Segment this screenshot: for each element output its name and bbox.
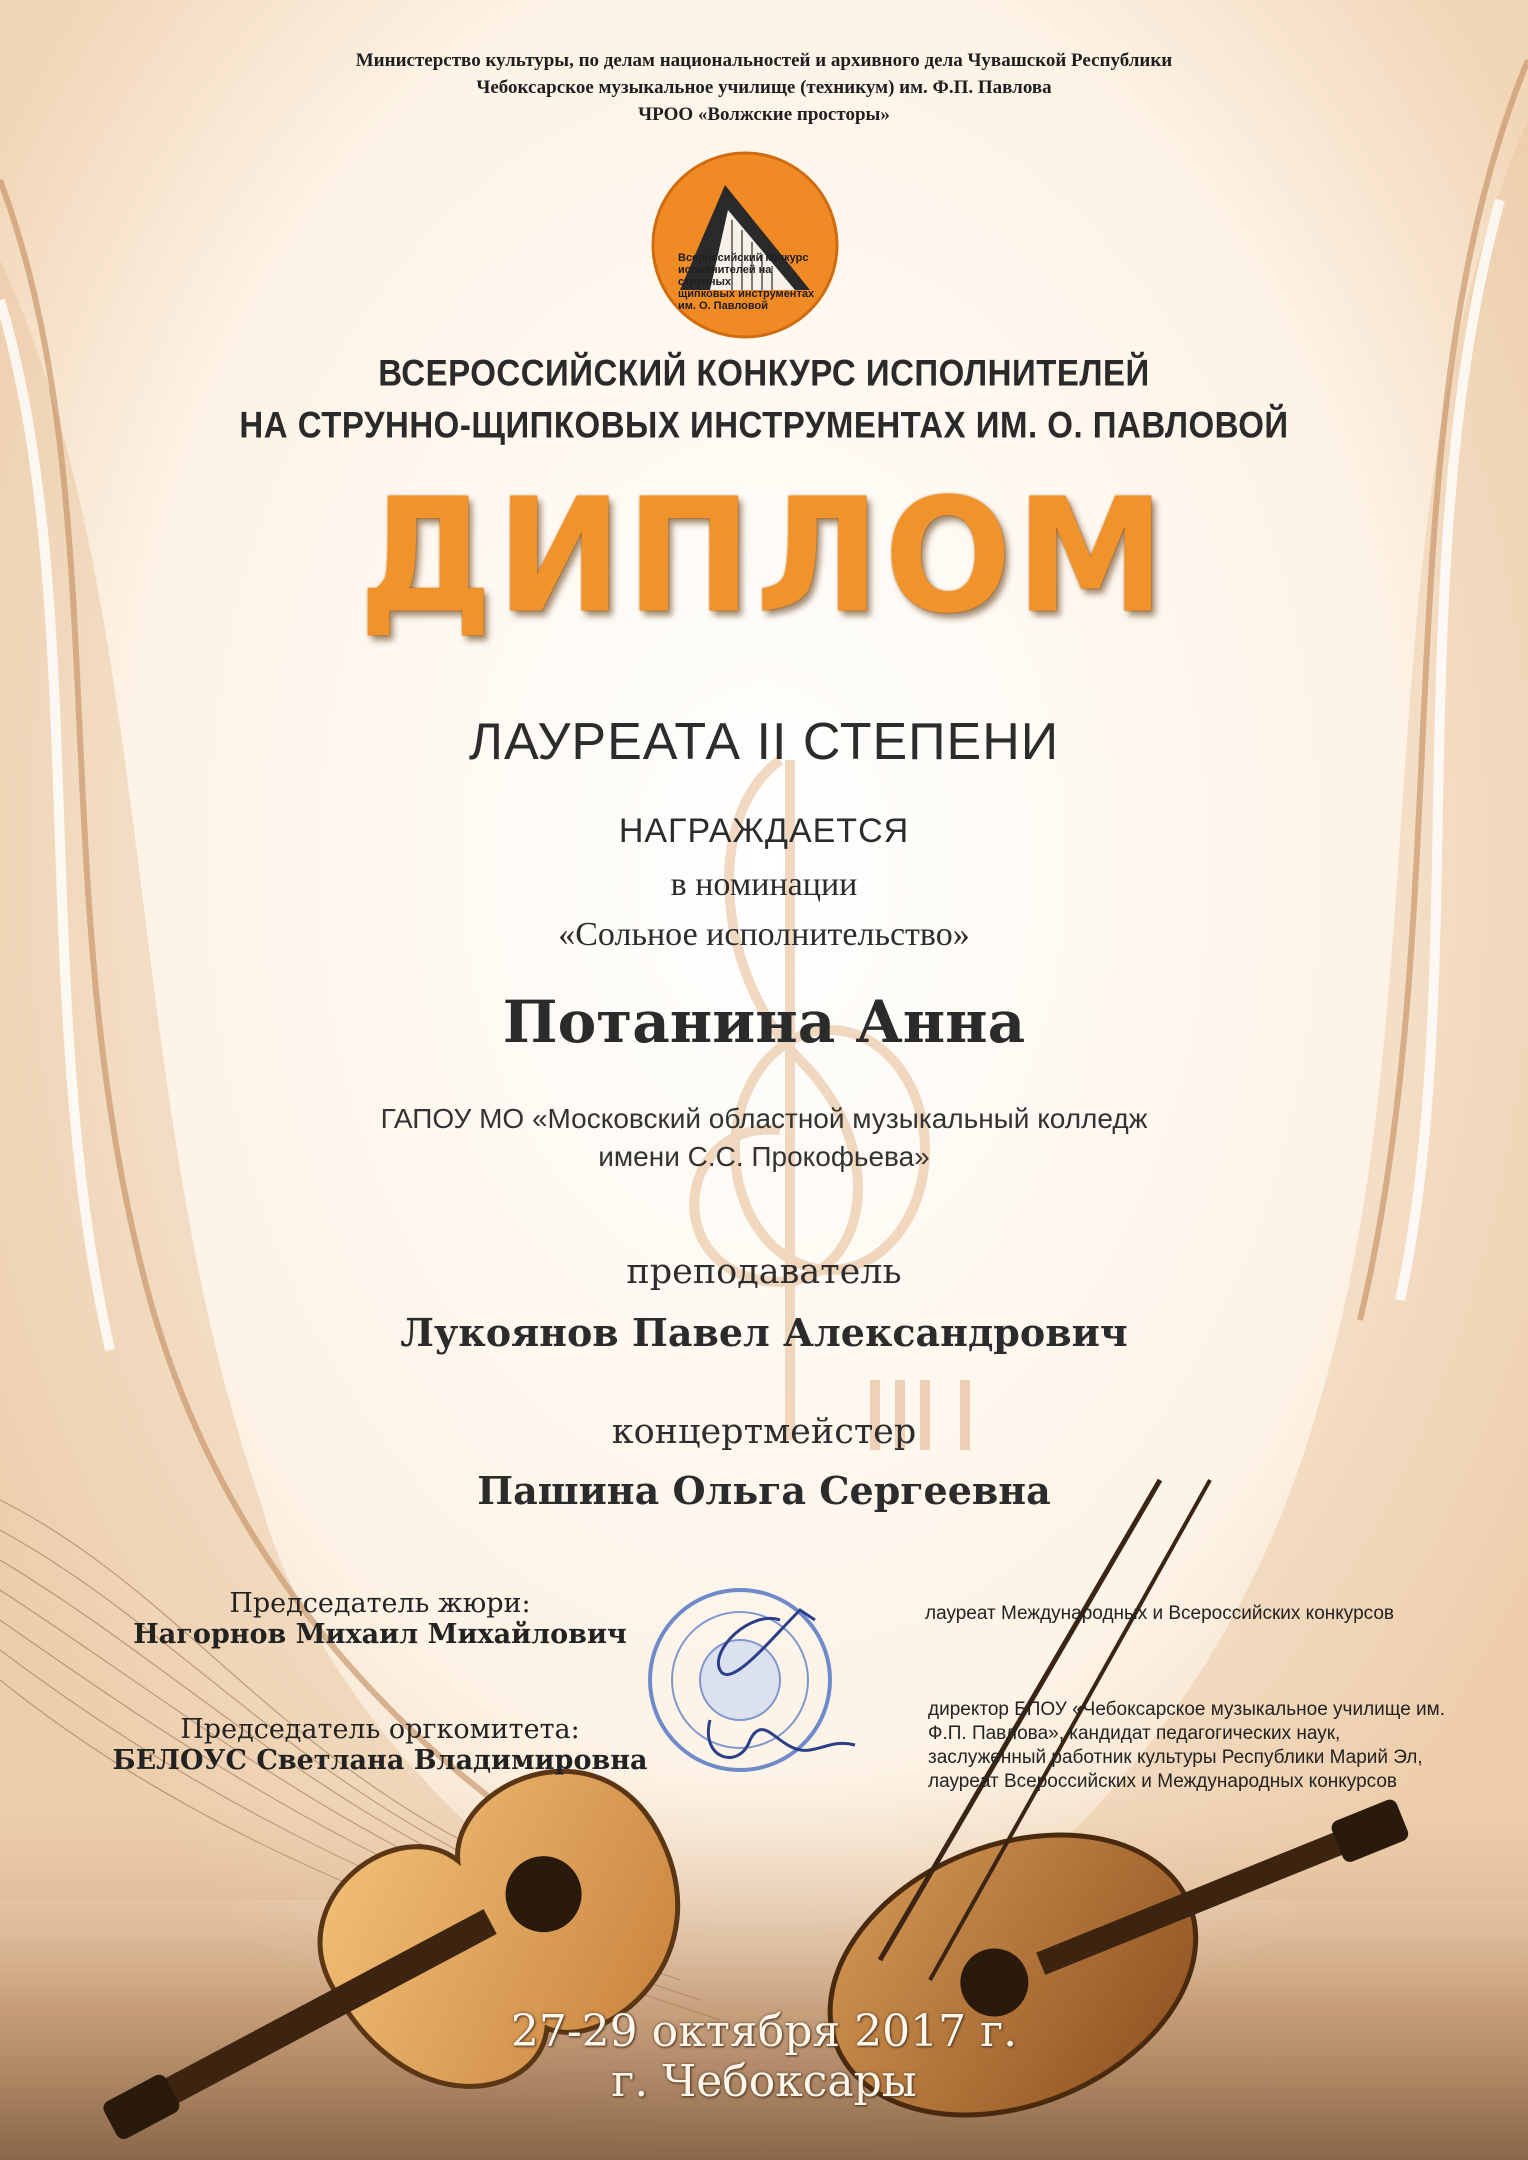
jury-chair-note: лауреат Международных и Всероссийских конкурсов <box>925 1603 1395 1624</box>
org-chair-note-line-4: лауреат Всероссийских и Международных конкурсов <box>928 1771 1398 1792</box>
official-stamp <box>630 1580 870 1780</box>
nomination-name: «Сольное исполнительство» <box>558 916 970 953</box>
org-chair-note-line-3: заслуженный работник культуры Республики Марий Эл, <box>928 1747 1423 1768</box>
org-chair-name: БЕЛОУС Светлана Владимировна <box>112 1745 648 1776</box>
accompanist-name: Пашина Ольга Сергеевна <box>477 1468 1051 1513</box>
contest-logo <box>650 150 840 340</box>
organizer-line-2: Чебоксарское музыкальное училище (техникум) им. Ф.П. Павлова <box>476 77 1052 98</box>
organizer-line-1: Министерство культуры, по делам национальностей и архивного дела Чувашской Республики <box>355 50 1173 71</box>
laureate-name: Потанина Анна <box>502 988 1026 1056</box>
awarded-label: НАГРАЖДАЕТСЯ <box>618 812 910 850</box>
org-chair-note-line-1: директор БПОУ «Чебоксарское музыкальное училище им. <box>928 1699 1445 1720</box>
diploma-heading: ДИПЛОМ <box>358 465 1170 649</box>
jury-chair-role: Председатель жюри: <box>229 1588 531 1619</box>
event-dates: 27-29 октября 2017 г. <box>510 2006 1018 2057</box>
nomination-label: в номинации <box>670 866 858 903</box>
logo-text-line-3: щипковых инструментах <box>678 288 815 300</box>
org-chair-note-line-2: Ф.П. Павлова», кандидат педагогических наук, <box>928 1723 1341 1744</box>
org-chair-block <box>110 1714 650 1776</box>
school-line-1: ГАПОУ МО «Московский областной музыкальный колледж <box>380 1103 1148 1134</box>
event-city: г. Чебоксары <box>611 2056 917 2107</box>
degree-title: ЛАУРЕАТА II СТЕПЕНИ <box>468 713 1060 771</box>
logo-text-line-2: исполнителей на струнных <box>678 264 772 288</box>
accompanist-role: концертмейстер <box>611 1412 917 1452</box>
organizer-line-3: ЧРОО «Волжские просторы» <box>638 104 890 125</box>
signature-2 <box>708 1720 855 1757</box>
jury-chair-name: Нагорнов Михаил Михайлович <box>133 1619 627 1650</box>
teacher-role: преподаватель <box>626 1252 902 1292</box>
org-chair-note <box>928 1698 1488 1794</box>
contest-title-line-1: ВСЕРОССИЙСКИЙ КОНКУРС ИСПОЛНИТЕЛЕЙ <box>378 351 1150 394</box>
org-chair-role: Председатель оргкомитета: <box>180 1714 580 1745</box>
logo-text-line-1: Всероссийский конкурс <box>678 252 809 264</box>
jury-chair-block <box>110 1588 650 1650</box>
school-line-2: имени С.С. Прокофьева» <box>598 1141 930 1172</box>
logo-text-line-4: им. О. Павловой <box>678 300 768 312</box>
teacher-name: Лукоянов Павел Александрович <box>400 1310 1128 1355</box>
contest-title-line-2: НА СТРУННО-ЩИПКОВЫХ ИНСТРУМЕНТАХ ИМ. О. ПАВЛОВОЙ <box>239 403 1289 446</box>
